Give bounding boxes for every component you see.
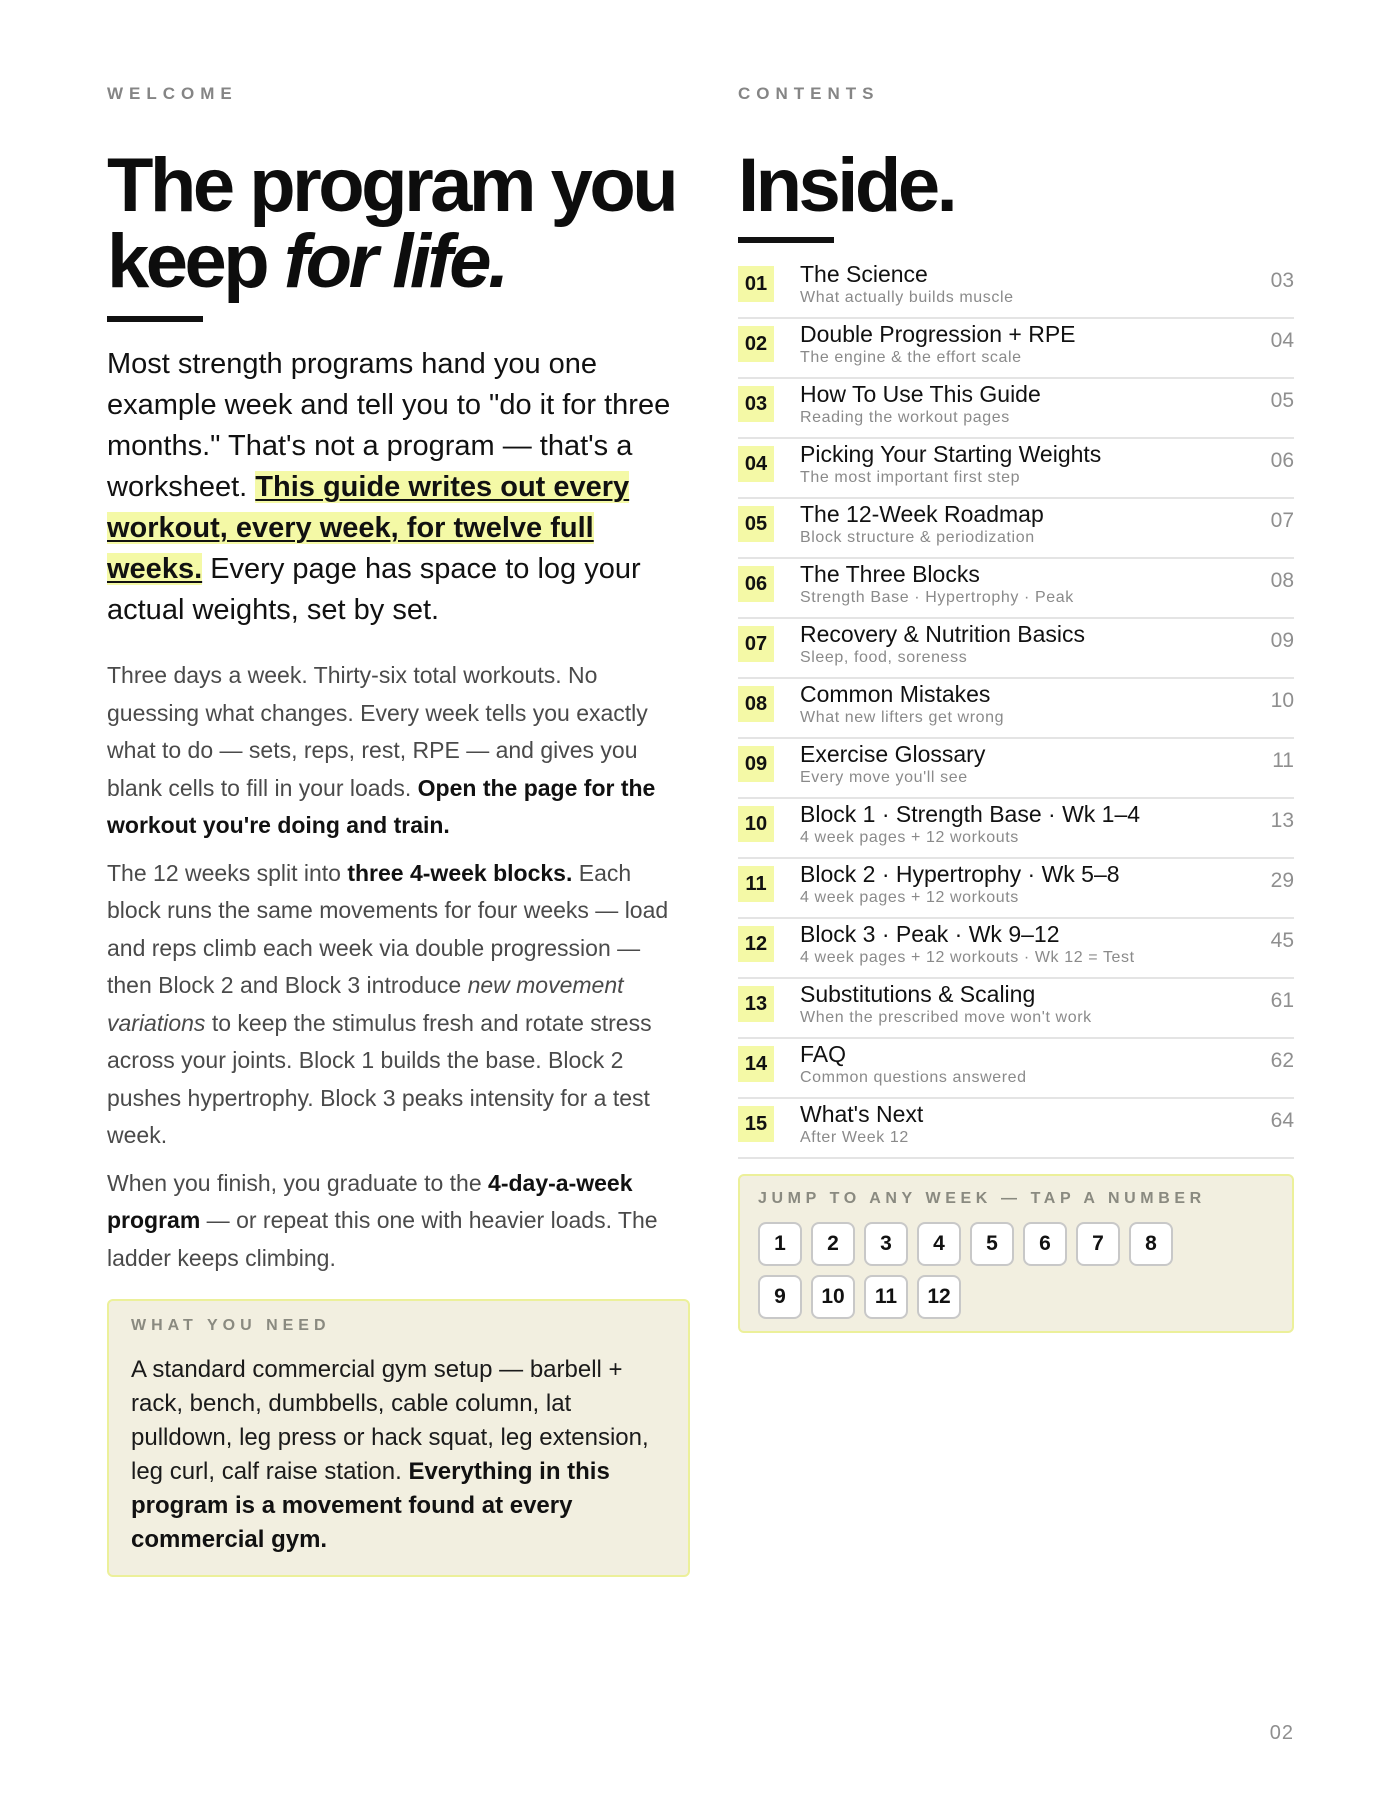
- toc-number: 05: [738, 506, 774, 542]
- toc-row[interactable]: [738, 680, 1294, 739]
- toc-row[interactable]: [738, 1100, 1294, 1159]
- toc-subtitle: Strength Base · Hypertrophy · Peak: [800, 589, 1074, 606]
- table-of-contents: [738, 260, 1294, 1159]
- toc-row[interactable]: [738, 920, 1294, 979]
- paragraph-3: [107, 1165, 690, 1278]
- toc-page-number: 45: [1270, 929, 1294, 952]
- week-button-11[interactable]: 11: [864, 1275, 908, 1319]
- toc-number: 12: [738, 926, 774, 962]
- toc-number: 10: [738, 806, 774, 842]
- p3-bold: 4-day-a-week program: [107, 1169, 633, 1233]
- contents-title: Inside.: [738, 143, 955, 228]
- toc-row[interactable]: [738, 500, 1294, 559]
- toc-page-number: 64: [1270, 1109, 1294, 1132]
- toc-number: 08: [738, 686, 774, 722]
- p1-bold: Open the page for the workout you're doing and train.: [107, 774, 656, 838]
- toc-page-number: 29: [1270, 869, 1294, 892]
- week-button-8[interactable]: 8: [1129, 1222, 1173, 1266]
- toc-page-number: 03: [1270, 269, 1294, 292]
- toc-subtitle: Block structure & periodization: [800, 529, 1035, 546]
- toc-title: FAQ: [800, 1041, 847, 1067]
- jump-eyebrow: JUMP TO ANY WEEK — TAP A NUMBER: [758, 1190, 1206, 1207]
- toc-subtitle: 4 week pages + 12 workouts · Wk 12 = Test: [800, 949, 1135, 966]
- page-title: [107, 143, 690, 304]
- toc-subtitle: Reading the workout pages: [800, 409, 1010, 426]
- toc-title: How To Use This Guide: [800, 381, 1041, 407]
- toc-subtitle: The most important first step: [800, 469, 1021, 486]
- toc-page-number: 10: [1270, 689, 1294, 712]
- title-line-2b: for life.: [283, 219, 506, 304]
- toc-page-number: 11: [1272, 749, 1294, 772]
- week-button-3[interactable]: 3: [864, 1222, 908, 1266]
- toc-subtitle: After Week 12: [800, 1129, 909, 1146]
- toc-row[interactable]: [738, 1040, 1294, 1099]
- title-rule: [107, 316, 203, 322]
- lead-paragraph: [107, 344, 690, 631]
- page-number: 02: [1269, 1722, 1294, 1744]
- title-line-2a: keep: [107, 219, 284, 304]
- toc-subtitle: When the prescribed move won't work: [800, 1009, 1092, 1026]
- week-button-4[interactable]: 4: [917, 1222, 961, 1266]
- need-body: A standard commercial gym setup — barbell + rack, bench, dumbbells, cable column, lat pulldown, leg press or hack squat, leg extension, leg curl, calf raise station.: [131, 1356, 649, 1485]
- toc-subtitle: Every move you'll see: [800, 769, 968, 786]
- toc-page-number: 04: [1270, 329, 1294, 352]
- toc-row[interactable]: [738, 860, 1294, 919]
- toc-subtitle: 4 week pages + 12 workouts: [800, 889, 1019, 906]
- title-line-1: The program you: [107, 143, 676, 228]
- toc-number: 11: [738, 866, 774, 902]
- toc-row[interactable]: [738, 260, 1294, 319]
- week-buttons: [758, 1222, 1198, 1319]
- toc-row[interactable]: [738, 320, 1294, 379]
- toc-row[interactable]: [738, 980, 1294, 1039]
- toc-row[interactable]: [738, 620, 1294, 679]
- toc-title: Recovery & Nutrition Basics: [800, 621, 1086, 647]
- week-button-9[interactable]: 9: [758, 1275, 802, 1319]
- p2-text-c: to keep the stimulus fresh and rotate stress across your joints. Block 1 builds the base. Block 2 pushes hypertrophy. Block 3 peaks intensity for a test week.: [107, 1009, 652, 1148]
- paragraph-1: [107, 657, 690, 845]
- toc-title: Substitutions & Scaling: [800, 981, 1036, 1007]
- toc-page-number: 07: [1270, 509, 1294, 532]
- need-eyebrow: WHAT YOU NEED: [131, 1317, 331, 1334]
- paragraph-2: [107, 855, 690, 1155]
- contents-column: [738, 84, 1294, 1333]
- p3-text-b: — or repeat this one with heavier loads. The ladder keeps climbing.: [107, 1207, 658, 1271]
- week-button-5[interactable]: 5: [970, 1222, 1014, 1266]
- toc-subtitle: What new lifters get wrong: [800, 709, 1005, 726]
- toc-number: 13: [738, 986, 774, 1022]
- toc-number: 06: [738, 566, 774, 602]
- week-button-2[interactable]: 2: [811, 1222, 855, 1266]
- toc-page-number: 13: [1270, 809, 1294, 832]
- toc-page-number: 61: [1270, 989, 1294, 1012]
- p2-text-b: Each block runs the same movements for four weeks — load and reps climb each week via double progression — then Block 2 and Block 3 introduce: [107, 859, 669, 998]
- what-you-need-box: [107, 1299, 690, 1577]
- jump-to-week-box: [738, 1174, 1294, 1333]
- toc-subtitle: Sleep, food, soreness: [800, 649, 968, 666]
- toc-page-number: 06: [1270, 449, 1294, 472]
- need-text: [131, 1353, 666, 1557]
- need-bold: Everything in this program is a movement found at every commercial gym.: [131, 1458, 610, 1553]
- toc-row[interactable]: [738, 440, 1294, 499]
- toc-number: 14: [738, 1046, 774, 1082]
- toc-title: Picking Your Starting Weights: [800, 441, 1102, 467]
- toc-title: The 12-Week Roadmap: [800, 501, 1044, 527]
- toc-subtitle: What actually builds muscle: [800, 289, 1014, 306]
- toc-title: What's Next: [800, 1101, 924, 1127]
- contents-rule: [738, 237, 834, 243]
- toc-number: 03: [738, 386, 774, 422]
- toc-title: Double Progression + RPE: [800, 321, 1076, 347]
- toc-title: Common Mistakes: [800, 681, 991, 707]
- toc-title: Exercise Glossary: [800, 741, 986, 767]
- toc-page-number: 62: [1270, 1049, 1294, 1072]
- toc-title: Block 1 · Strength Base · Wk 1–4: [800, 801, 1141, 827]
- toc-title: The Science: [800, 261, 928, 287]
- week-button-7[interactable]: 7: [1076, 1222, 1120, 1266]
- toc-title: Block 2 · Hypertrophy · Wk 5–8: [800, 861, 1120, 887]
- toc-number: 09: [738, 746, 774, 782]
- week-button-6[interactable]: 6: [1023, 1222, 1067, 1266]
- lead-text-b: Every page has space to log your actual weights, set by set.: [107, 553, 641, 626]
- p2-italic: new movement variations: [107, 972, 624, 1036]
- toc-row[interactable]: [738, 560, 1294, 619]
- welcome-column: [107, 84, 690, 1577]
- week-button-1[interactable]: 1: [758, 1222, 802, 1266]
- toc-page-number: 08: [1270, 569, 1294, 592]
- lead-text-a: Most strength programs hand you one example week and tell you to "do it for three months." That's not a program — that's a worksheet.: [107, 348, 671, 503]
- toc-page-number: 05: [1270, 389, 1294, 412]
- toc-number: 02: [738, 326, 774, 362]
- toc-subtitle: The engine & the effort scale: [800, 349, 1022, 366]
- toc-subtitle: 4 week pages + 12 workouts: [800, 829, 1019, 846]
- toc-number: 04: [738, 446, 774, 482]
- week-button-10[interactable]: 10: [811, 1275, 855, 1319]
- toc-subtitle: Common questions answered: [800, 1069, 1027, 1086]
- toc-title: The Three Blocks: [800, 561, 980, 587]
- p3-text-a: When you finish, you graduate to the: [107, 1169, 489, 1196]
- lead-highlight: This guide writes out every workout, every week, for twelve full weeks.: [107, 471, 630, 585]
- welcome-eyebrow: WELCOME: [107, 84, 238, 103]
- p1-text: Three days a week. Thirty-six total workouts. No guessing what changes. Every week tells you exactly what to do — sets, reps, rest, RPE — and gives you blank cells to fill in your loads.: [107, 662, 648, 801]
- toc-row[interactable]: [738, 740, 1294, 799]
- toc-number: 01: [738, 266, 774, 302]
- week-button-12[interactable]: 12: [917, 1275, 961, 1319]
- toc-row[interactable]: [738, 800, 1294, 859]
- toc-number: 07: [738, 626, 774, 662]
- toc-row[interactable]: [738, 380, 1294, 439]
- toc-page-number: 09: [1270, 629, 1294, 652]
- p2-text-a: The 12 weeks split into: [107, 859, 348, 886]
- contents-eyebrow: CONTENTS: [738, 84, 880, 103]
- p2-bold: three 4-week blocks.: [347, 859, 573, 886]
- toc-number: 15: [738, 1106, 774, 1142]
- toc-title: Block 3 · Peak · Wk 9–12: [800, 921, 1060, 947]
